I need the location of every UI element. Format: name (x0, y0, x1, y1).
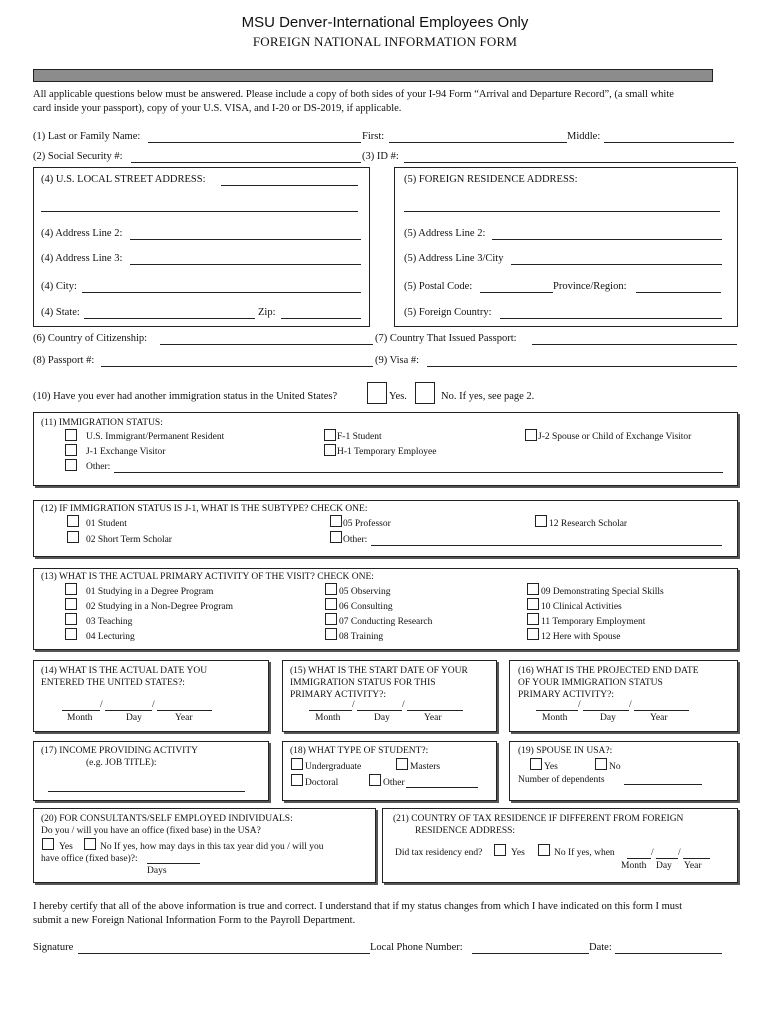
tax-day-field[interactable] (656, 858, 678, 859)
end-slash-2: / (629, 700, 632, 710)
end-date-label-2: OF YOUR IMMIGRATION STATUS (518, 678, 663, 688)
activity-07-checkbox[interactable] (325, 613, 337, 625)
end-date-label-1: (16) WHAT IS THE PROJECTED END DATE (518, 666, 699, 676)
activity-10-label: 10 Clinical Activities (541, 602, 622, 612)
activity-01-checkbox[interactable] (65, 583, 77, 595)
id-field[interactable] (404, 162, 736, 163)
activity-03-label: 03 Teaching (86, 617, 133, 627)
passport-field[interactable] (101, 366, 373, 367)
first-name-field[interactable] (389, 142, 567, 143)
middle-name-label: Middle: (567, 131, 601, 142)
start-day-field[interactable] (357, 710, 402, 711)
phone-label: Local Phone Number: (370, 942, 463, 953)
us-line2-field[interactable] (130, 239, 361, 240)
tax-end-no-label: No If yes, when (554, 848, 615, 858)
foreign-country-label: (5) Foreign Country: (404, 307, 492, 318)
us-line3-label: (4) Address Line 3: (41, 253, 123, 264)
phone-field[interactable] (472, 953, 589, 954)
start-month-field[interactable] (309, 710, 352, 711)
prior-status-no-checkbox[interactable] (415, 382, 435, 404)
end-month-field[interactable] (536, 710, 578, 711)
other-status-checkbox[interactable] (65, 459, 77, 471)
signature-label: Signature (33, 942, 74, 953)
entry-date-label-1: (14) WHAT IS THE ACTUAL DATE YOU (41, 666, 208, 676)
end-month-label: Month (542, 713, 568, 723)
tax-end-yes-checkbox[interactable] (494, 844, 506, 856)
us-zip-field[interactable] (281, 318, 361, 319)
prior-status-yes-checkbox[interactable] (367, 382, 387, 404)
entry-month-field[interactable] (62, 710, 100, 711)
immigration-status-heading: (11) IMMIGRATION STATUS: (41, 418, 163, 428)
office-days-label: have office (fixed base)?: (41, 854, 138, 864)
activity-03-checkbox[interactable] (65, 613, 77, 625)
first-name-label: First: (362, 131, 385, 142)
tax-end-question: Did tax residency end? (395, 848, 483, 858)
dependents-field[interactable] (624, 784, 702, 785)
foreign-address-box (394, 167, 738, 327)
days-label: Days (147, 866, 167, 876)
entry-month-label: Month (67, 713, 93, 723)
h1-employee-checkbox[interactable] (324, 444, 336, 456)
end-slash-1: / (578, 700, 581, 710)
spouse-yes-checkbox[interactable] (530, 758, 542, 770)
start-year-label: Year (424, 713, 442, 723)
activity-08-checkbox[interactable] (325, 628, 337, 640)
postal-code-field[interactable] (480, 292, 553, 293)
j1-visitor-label: J-1 Exchange Visitor (86, 447, 166, 457)
tax-end-yes-label: Yes (511, 848, 525, 858)
us-street-label: (4) U.S. LOCAL STREET ADDRESS: (41, 174, 206, 185)
certify-line-1: I hereby certify that all of the above information is true and correct. I understand that if my status changes from which I have indicated on this form I must (33, 901, 683, 912)
undergraduate-label: Undergraduate (305, 762, 362, 772)
us-state-label: (4) State: (41, 307, 80, 318)
activity-11-checkbox[interactable] (527, 613, 539, 625)
undergraduate-checkbox[interactable] (291, 758, 303, 770)
activity-08-label: 08 Training (339, 632, 384, 642)
tax-end-no-checkbox[interactable] (538, 844, 550, 856)
income-activity-label-2: (e.g. JOB TITLE): (86, 758, 157, 768)
header-bar (33, 69, 713, 82)
foreign-line2-label: (5) Address Line 2: (404, 228, 486, 239)
foreign-address-label: (5) FOREIGN RESIDENCE ADDRESS: (404, 174, 578, 185)
entry-day-field[interactable] (105, 710, 152, 711)
passport-country-label: (7) Country That Issued Passport: (375, 333, 517, 344)
us-state-field[interactable] (84, 318, 255, 319)
middle-name-field[interactable] (604, 142, 734, 143)
end-day-label: Day (600, 713, 616, 723)
student-type-label: (18) WHAT TYPE OF STUDENT?: (290, 746, 429, 756)
student-other-label: Other (383, 778, 405, 788)
postal-code-label: (5) Postal Code: (404, 281, 473, 292)
masters-label: Masters (410, 762, 441, 772)
us-street-field[interactable] (221, 185, 358, 186)
tax-residence-label-2: RESIDENCE ADDRESS: (415, 826, 516, 836)
start-slash-1: / (352, 700, 355, 710)
professor-label: 05 Professor (343, 519, 391, 529)
signature-field[interactable] (78, 953, 370, 954)
visa-label: (9) Visa #: (375, 355, 420, 366)
tax-slash-2: / (678, 848, 681, 858)
activity-06-checkbox[interactable] (325, 598, 337, 610)
passport-country-field[interactable] (532, 344, 737, 345)
passport-label: (8) Passport #: (33, 355, 95, 366)
activity-11-label: 11 Temporary Employment (541, 617, 646, 627)
end-year-label: Year (650, 713, 668, 723)
ssn-field[interactable] (131, 162, 361, 163)
research-scholar-checkbox[interactable] (535, 515, 547, 527)
foreign-country-field[interactable] (500, 318, 722, 319)
j1-other-field[interactable] (371, 545, 722, 546)
spouse-label: (19) SPOUSE IN USA?: (518, 746, 613, 756)
dependents-label: Number of dependents (518, 775, 605, 785)
spouse-no-checkbox[interactable] (595, 758, 607, 770)
start-date-label-3: PRIMARY ACTIVITY?: (290, 690, 386, 700)
entry-day-label: Day (126, 713, 142, 723)
other-status-field[interactable] (114, 472, 723, 473)
activity-05-checkbox[interactable] (325, 583, 337, 595)
end-day-field[interactable] (583, 710, 629, 711)
us-zip-label: Zip: (258, 307, 276, 318)
us-city-field[interactable] (82, 292, 361, 293)
start-day-label: Day (374, 713, 390, 723)
other-status-label: Other: (86, 462, 111, 472)
activity-09-label: 09 Demonstrating Special Skills (541, 587, 664, 597)
tax-slash-1: / (651, 848, 654, 858)
end-date-label-3: PRIMARY ACTIVITY?: (518, 690, 614, 700)
spouse-no-label: No (609, 762, 621, 772)
consultant-label-1: (20) FOR CONSULTANTS/SELF EMPLOYED INDIVIDUALS: (41, 814, 293, 824)
job-title-field[interactable] (48, 791, 245, 792)
entry-slash-1: / (100, 700, 103, 710)
activity-02-label: 02 Studying in a Non-Degree Program (86, 602, 233, 612)
short-term-scholar-checkbox[interactable] (67, 531, 79, 543)
province-label: Province/Region: (553, 281, 627, 292)
tax-month-field[interactable] (627, 858, 651, 859)
tax-year-field[interactable] (683, 858, 710, 859)
end-year-field[interactable] (634, 710, 689, 711)
us-line3-field[interactable] (130, 264, 361, 265)
office-days-field[interactable] (147, 863, 200, 864)
start-month-label: Month (315, 713, 341, 723)
ssn-label: (2) Social Security #: (33, 151, 123, 162)
last-name-label: (1) Last or Family Name: (33, 131, 141, 142)
j1-subtype-heading: (12) IF IMMIGRATION STATUS IS J-1, WHAT IS THE SUBTYPE? CHECK ONE: (41, 504, 368, 514)
doctoral-label: Doctoral (305, 778, 339, 788)
form-title: MSU Denver-International Employees Only (241, 14, 529, 31)
entry-slash-2: / (152, 700, 155, 710)
office-no-checkbox[interactable] (84, 838, 96, 850)
us-line2-label: (4) Address Line 2: (41, 228, 123, 239)
permanent-resident-checkbox[interactable] (65, 429, 77, 441)
activity-04-checkbox[interactable] (65, 628, 77, 640)
j1-visitor-checkbox[interactable] (65, 444, 77, 456)
primary-activity-heading: (13) WHAT IS THE ACTUAL PRIMARY ACTIVITY OF THE VISIT? CHECK ONE: (41, 572, 374, 582)
activity-04-label: 04 Lecturing (86, 632, 135, 642)
visa-field[interactable] (427, 366, 737, 367)
prior-status-question: (10) Have you ever had another immigration status in the United States? (33, 391, 338, 402)
consultant-label-2: Do you / will you have an office (fixed base) in the USA? (41, 826, 261, 836)
activity-10-checkbox[interactable] (527, 598, 539, 610)
prior-status-no-label: No. If yes, see page 2. (441, 391, 535, 402)
professor-checkbox[interactable] (330, 515, 342, 527)
student-other-checkbox[interactable] (369, 774, 381, 786)
start-date-label-1: (15) WHAT IS THE START DATE OF YOUR (290, 666, 468, 676)
id-label: (3) ID #: (362, 151, 399, 162)
activity-09-checkbox[interactable] (527, 583, 539, 595)
date-label: Date: (589, 942, 612, 953)
entry-year-field[interactable] (157, 710, 212, 711)
intro-line-2: card inside your passport), copy of your U.S. VISA, and I-20 or DS-2019, if applicable. (33, 103, 402, 114)
prior-status-yes-label: Yes. (389, 391, 407, 402)
masters-checkbox[interactable] (396, 758, 408, 770)
j1-other-checkbox[interactable] (330, 531, 342, 543)
start-year-field[interactable] (407, 710, 463, 711)
start-slash-2: / (402, 700, 405, 710)
entry-date-label-2: ENTERED THE UNITED STATES?: (41, 678, 185, 688)
income-activity-label-1: (17) INCOME PROVIDING ACTIVITY (41, 746, 199, 756)
us-street-field-2[interactable] (41, 211, 358, 212)
tax-year-label: Year (684, 861, 702, 871)
short-term-scholar-label: 02 Short Term Scholar (86, 535, 172, 545)
h1-employee-label: H-1 Temporary Employee (337, 447, 437, 457)
foreign-line3-field[interactable] (511, 264, 722, 265)
citizenship-field[interactable] (160, 344, 373, 345)
j2-spouse-checkbox[interactable] (525, 429, 537, 441)
intro-line-1: All applicable questions below must be answered. Please include a copy of both sides of your I-94 Form “Arrival and Departure Record”, (a small white (33, 89, 674, 100)
entry-year-label: Year (175, 713, 193, 723)
permanent-resident-label: U.S. Immigrant/Permanent Resident (86, 432, 225, 442)
date-field[interactable] (615, 953, 722, 954)
activity-12-checkbox[interactable] (527, 628, 539, 640)
foreign-line3-label: (5) Address Line 3/City (404, 253, 504, 264)
foreign-address-field[interactable] (404, 211, 720, 212)
j1-other-label: Other: (343, 535, 368, 545)
spouse-yes-label: Yes (544, 762, 558, 772)
tax-day-label: Day (656, 861, 672, 871)
f1-student-label: F-1 Student (337, 432, 382, 442)
form-subtitle: FOREIGN NATIONAL INFORMATION FORM (252, 34, 518, 49)
doctoral-checkbox[interactable] (291, 774, 303, 786)
office-yes-checkbox[interactable] (42, 838, 54, 850)
tax-month-label: Month (621, 861, 647, 871)
student-other-field[interactable] (406, 787, 478, 788)
office-no-label: No If yes, how may days in this tax year did you / will you (100, 842, 324, 852)
activity-07-label: 07 Conducting Research (339, 617, 433, 627)
us-city-label: (4) City: (41, 281, 77, 292)
tax-residence-label-1: (21) COUNTRY OF TAX RESIDENCE IF DIFFERENT FROM FOREIGN (393, 814, 684, 824)
last-name-field[interactable] (148, 142, 361, 143)
foreign-line2-field[interactable] (492, 239, 722, 240)
activity-02-checkbox[interactable] (65, 598, 77, 610)
citizenship-label: (6) Country of Citizenship: (33, 333, 148, 344)
f1-student-checkbox[interactable] (324, 429, 336, 441)
province-field[interactable] (636, 292, 721, 293)
activity-05-label: 05 Observing (339, 587, 391, 597)
research-scholar-label: 12 Research Scholar (549, 519, 628, 529)
activity-01-label: 01 Studying in a Degree Program (86, 587, 214, 597)
office-yes-label: Yes (59, 842, 73, 852)
j1-student-label: 01 Student (86, 519, 127, 529)
j1-student-checkbox[interactable] (67, 515, 79, 527)
certify-line-2: submit a new Foreign National Information Form to the Payroll Department. (33, 915, 356, 926)
us-address-box (33, 167, 370, 327)
activity-12-label: 12 Here with Spouse (541, 632, 621, 642)
start-date-label-2: IMMIGRATION STATUS FOR THIS (290, 678, 436, 688)
j2-spouse-label: J-2 Spouse or Child of Exchange Visitor (538, 432, 692, 442)
activity-06-label: 06 Consulting (339, 602, 393, 612)
